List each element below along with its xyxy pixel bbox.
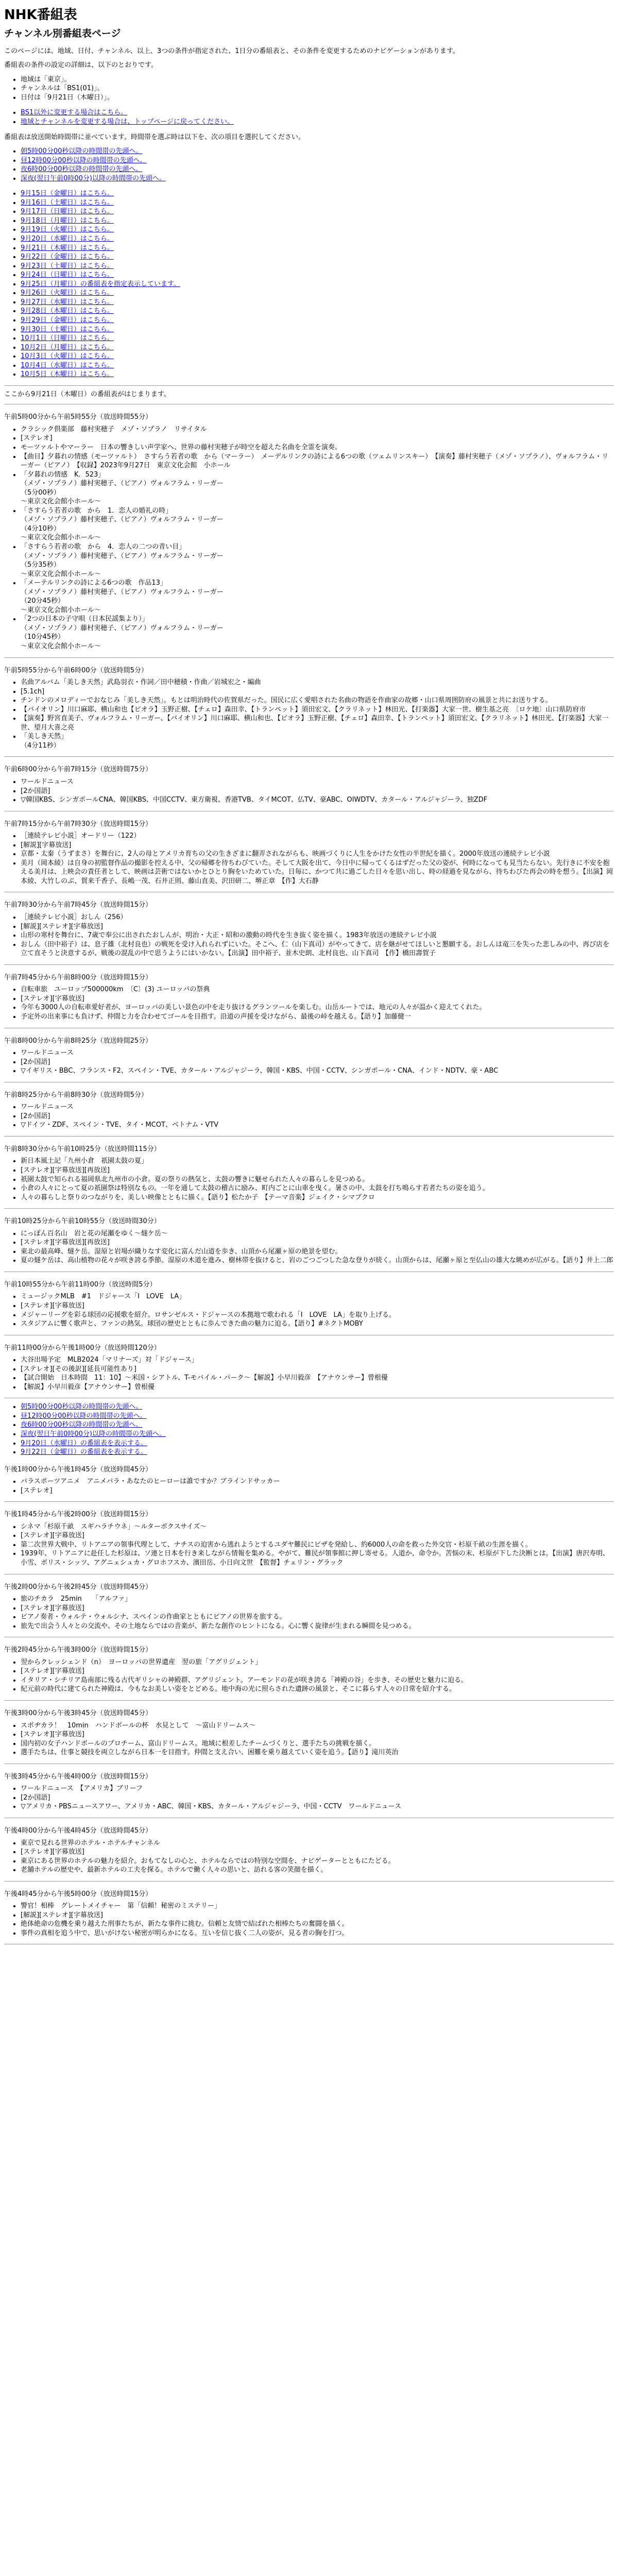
mid-nav-link[interactable]: 朝5時00分00秒以降の時間帯の先頭へ。 (21, 1403, 143, 1411)
date-nav-link[interactable]: 9月24日（日曜日）はこちら。 (21, 271, 114, 279)
program-line: • 【演奏】野宮直美子、ヴォルフラム・リーガー、【バイオリン】川口麻耶、横山和也、【ビオラ】玉野正樹、【チェロ】森田幸、【トランペット】須田宏文、【クラリネット】林田光、【打楽器】大家一世、望月大喜之亮 (21, 714, 614, 732)
program-line: • 予定外の出来事にも負けず、仲間と力を合わせてゴールを目指す。沿道の声援を受けながら、最後の峠を越える。【語り】加藤健一 (21, 1012, 614, 1022)
mid-nav-item (21, 1448, 614, 1457)
divider (4, 756, 614, 757)
change-channel-link[interactable]: BS1以外に変更する場合はこちら。 (21, 109, 128, 117)
date-nav-item (21, 244, 614, 253)
date-nav-item (21, 189, 614, 198)
program-line: • 「さすらう若者の歌 から 4．恋人の二つの青い目」 （メゾ・ソプラノ）藤村実穂子、（ピアノ）ヴォルフラム・リーガー （5分35秒） 〜東京文化会館小ホール〜 (21, 543, 614, 579)
program-line: • 人々の暮らしと祭りのつながりを、美しい映像とともに描く。【語り】松たか子 【テーマ音楽】ジェイク・シマブクロ (21, 1193, 614, 1202)
mid-nav-item (21, 1439, 614, 1448)
mid-nav-link[interactable]: 9月20日（水曜日）の番組表を表示する。 (21, 1439, 147, 1447)
program-line: • 老舗ホテルの歴史や、最新ホテルの工夫を探る。ホテルで働く人々の思いと、訪れる客の笑顔を描く。 (21, 1866, 614, 1875)
program-time: 午前7時30分から午前7時45分（放送時間15分） (4, 901, 152, 909)
mid-nav-link[interactable]: 昼12時00分00秒以降の時間帯の先頭へ。 (21, 1412, 147, 1420)
program-details (4, 1721, 614, 1757)
date-nav-link[interactable]: 10月5日（木曜日）はこちら。 (21, 370, 114, 379)
mid-nav-item (21, 1420, 614, 1430)
program-line: • 事件の真相を追う中で、思いがけない秘密が明らかになる。互いを信じ抜く二人の姿が、見る者の胸を打つ。 (21, 1929, 614, 1938)
program-line: • ▽韓国KBS、シンガポールCNA、韓国KBS、中国CCTV、東方衛視、香港TVB、タイMCOT、仏TV、豪ABC、OIWDTV、カタール・アルジャジーラ、独ZDF (21, 795, 614, 805)
program-details (4, 1103, 614, 1130)
program-time: 午前5時55分から午前6時00分（放送時間5分） (4, 666, 148, 674)
program-line: • 祇園太鼓で知られる福岡県北九州市の小倉。夏の祭りの熱気と、太鼓の響きに魅せられた人々の暮らしを見つめる。 (21, 1175, 614, 1184)
program-line: • [ステレオ][字幕放送] (21, 994, 614, 1004)
program-line: • 東京にある世界のホテルの魅力を紹介。おもてなしの心と、ホテルならではの特別な空間を、ナビゲーターとともにたどる。 (21, 1857, 614, 1866)
date-nav-item (21, 343, 614, 352)
program-line: • [解説][字幕放送] (21, 841, 614, 850)
program-details (4, 1157, 614, 1202)
program-line: • 「2つの日本の子守唄（日本民謡集より）」 （メゾ・ソプラノ）藤村実穂子、（ピアノ）ヴォルフラム・リーガー （10分45秒） 〜東京文化会館小ホール〜 (21, 615, 614, 651)
divider (4, 1208, 614, 1209)
program-line: • 翌からクレッシェンド（n） ヨーロッパの世界遺産 翌の旅「アグリジェント」 (21, 1658, 614, 1667)
program-line: • 名曲アルバム「美しき天然」武島羽衣・作詞／田中穂積・作曲／岩城宏之・編曲 (21, 678, 614, 687)
time-nav-item (21, 147, 614, 156)
program-line: • [2か国語] (21, 1112, 614, 1121)
program-line: • シネマ「杉原千畝 スギハラチウネ」〜ルターボクスサイズ〜 (21, 1522, 614, 1532)
program-line: • ワールドニュース (21, 1103, 614, 1112)
divider (4, 1881, 614, 1882)
program-line: • 小倉の人々にとって夏の祇園祭は特別なもの。一年を通して太鼓の稽古に励み、町内ごとに山車を曳く。暑さの中、太鼓を打ち鳴らす若者たちの姿を追う。 (21, 1184, 614, 1193)
program-line: • [2か国語] (21, 1058, 614, 1067)
date-nav-link[interactable]: 10月2日（月曜日）はこちら。 (21, 343, 114, 351)
program-line: • [ステレオ][その後訳][延長可能性あり] (21, 1365, 614, 1374)
program-line: • 【解説】小早川毅彦【アナウンサー】曾根優 (21, 1383, 614, 1392)
program-line: • 大谷出場予定 MLB2024「マリナーズ」対「ドジャース」 (21, 1355, 614, 1365)
program-line: • 美月（岡本綾）は自身の初監督作品の撮影を控える中、父の帰郷を待ちわびていた。そして大阪を出て、今日中に帰ってくるはずだった父の姿が、何時になっても見当たらない。先行きに不安を抱える美月は、上映会の責任者として、映画は芸術ではないかとひとり胸をいためていた。日毎に、かつて共に過ごした日々を思い出し、時の経過を見ながら、待ちわびた再会の時を想う。【出演】岡本綾、大竹しのぶ、賀来千香子、長嶋一茂、石井正則、藤山直美、沢田研二、堺正章 【作】大石静 (21, 859, 614, 886)
date-nav-link[interactable]: 9月25日（月曜日）の番組表を指定表示しています。 (21, 280, 180, 288)
program-line: • 選手たちは、仕事と競技を両立しながら日本一を目指す。仲間と支え合い、困難を乗り越えていく姿を追う。【語り】滝川英治 (21, 1748, 614, 1757)
program-list-afternoon (4, 1465, 614, 1945)
program-line: • モーツァルトやマーラー 日本の響きしい声学家へ、世界の藤村実穂子が時空を超えた名曲を全霊を演奏。 (21, 443, 614, 452)
program-line: • ピアノ奏者・ウォルテ・ウォルシナ、スペインの作曲家とともにピアノの世界を旅する。 (21, 1613, 614, 1622)
divider (4, 385, 614, 386)
program-time: 午前5時00分から午前5時55分（放送時間55分） (4, 413, 152, 421)
program-line: • ▽アメリカ・PBSニュースアワー、アメリカ・ABC、韓国・KBS、カタール・アルジャジーラ、中国・CCTV ワールドニュース (21, 1802, 614, 1811)
date-nav-item (21, 216, 614, 226)
program-line: • イタリア・シチリア島南部に残る古代ギリシャの神殿群、アグリジェント。アーモンドの花が咲き誇る「神殿の谷」を歩き、その歴史と魅力に迫る。 (21, 1676, 614, 1685)
date-nav-item (21, 334, 614, 343)
mid-nav-link[interactable]: 9月22日（金曜日）の番組表を表示する。 (21, 1448, 147, 1456)
program-details (4, 777, 614, 805)
program-line: • 1939年、リトアニアに赴任した杉原は、ソ連と日本を行き来しながら情報を集める。やがて、難民が領事館に押し寄せる。人道か、命令か。苦悩の末、杉原が下した決断とは。【出演】唐沢寿明、小雪、ボリス・シッツ、アグニェシュカ・グロホフスカ、濱田岳、小日向文世 【監督】チェリン・グラック (21, 1549, 614, 1567)
time-nav-link[interactable]: 朝5時00分00秒以降の時間帯の先頭へ。 (21, 147, 143, 156)
program-time: 午前10時25分から午前10時55分（放送時間30分） (4, 1217, 161, 1226)
program-line: • ▽ドイツ・ZDF、スペイン・TVE、タイ・MCOT、ベトナム・VTV (21, 1121, 614, 1130)
program-time: 午後4時00分から午後4時45分（放送時間45分） (4, 1826, 152, 1835)
program-details (4, 1839, 614, 1875)
program-line: • 「さすらう若者の歌 から 1．恋人の婚礼の時」 （メゾ・ソプラノ）藤村実穂子、（ピアノ）ヴォルフラム・リーガー （4分10秒） 〜東京文化会館小ホール〜 (21, 506, 614, 543)
time-nav-link[interactable]: 昼12時00分00秒以降の時間帯の先頭へ。 (21, 156, 147, 164)
date-nav-item (21, 198, 614, 208)
program-details (4, 1522, 614, 1568)
date-nav-item (21, 298, 614, 307)
divider (4, 1136, 614, 1137)
program-line: • 旅先で出会う人々との交流や、その土地ならではの音楽が、新たな創作のヒントになる。心に響く旋律が生まれる瞬間を見つめる。 (21, 1622, 614, 1631)
program-line: • 第二次世界大戦中、リトアニアの領事代理として、ナチスの迫害から逃れようとするユダヤ難民にビザを発給し、約6000人の命を救った外交官・杉原千畝の生涯を描く。 (21, 1540, 614, 1550)
date-nav-item (21, 316, 614, 325)
program-line: • チンドンのメロディーでおなじみ「美しき天然」。もとは明治時代の佐賀県だった。国民に広く愛唱された名曲の物語を作曲家の故郷・山口県周囲防府の風景と共にお送りする。 (21, 696, 614, 705)
program-line: • [ステレオ][字幕放送] (21, 1301, 614, 1311)
setting-region: • 地域は「東京」。 (21, 75, 614, 84)
date-nav-item (21, 370, 614, 379)
program-line: • 東北の最高峰、燧ケ岳。湿原と岩場が織りなす変化に富んだ山道を歩き、山頂から尾瀬ヶ原の絶景を望む。 (21, 1247, 614, 1257)
program-line: • [2か国語] (21, 787, 614, 796)
program-details (4, 1355, 614, 1392)
program-line: • [ステレオ][字幕放送] (21, 1604, 614, 1613)
program-time: 午前10時55分から午前11時00分（放送時間5分） (4, 1280, 157, 1289)
date-nav-link[interactable]: 9月18日（月曜日）はこちら。 (21, 216, 114, 225)
mid-nav-link[interactable]: 深夜(翌日午前0時00分)以降の時間帯の先頭へ。 (21, 1430, 166, 1438)
program-line: • [ステレオ][字幕放送][再放送] (21, 1238, 614, 1247)
program-time: 午前7時45分から午前8時00分（放送時間15分） (4, 973, 152, 981)
date-nav-link[interactable]: 9月15日（金曜日）はこちら。 (21, 190, 114, 198)
program-time: 午後4時45分から午後5時00分（放送時間15分） (4, 1890, 152, 1898)
date-nav-link[interactable]: 10月3日（火曜日）はこちら。 (21, 352, 114, 361)
program-time: 午後2時00分から午後2時45分（放送時間45分） (4, 1583, 152, 1591)
program-line: • [ステレオ] (21, 434, 614, 443)
time-nav-link[interactable]: 夜6時00分00秒以降の時間帯の先頭へ。 (21, 165, 143, 174)
program-line: • 旅のチカラ 25min 「アルファ」 (21, 1595, 614, 1604)
date-nav-link[interactable]: 9月21日（木曜日）はこちら。 (21, 244, 114, 252)
program-time: 午前7時15分から午前7時30分（放送時間15分） (4, 820, 152, 828)
program-line: • 絶体絶命の危機を乗り越えた刑事たちが、新たな事件に挑む。信頼と友情で結ばれた相棒たちの奮闘を描く。 (21, 1920, 614, 1929)
schedule-intro: ここから9月21日（木曜日）の番組表がはじまります。 (4, 390, 170, 398)
date-nav-item (21, 252, 614, 262)
program-line: • [ステレオ][字幕放送] (21, 1667, 614, 1676)
time-nav-link[interactable]: 深夜(翌日午前0時00分)以降の時間帯の先頭へ。 (21, 174, 166, 182)
divider (4, 964, 614, 965)
program-details (4, 1477, 614, 1495)
program-details (4, 1658, 614, 1694)
mid-nav-link[interactable]: 夜6時00分00秒以降の時間帯の先頭へ。 (21, 1421, 143, 1429)
time-nav-item (21, 165, 614, 174)
mid-nav-item (21, 1412, 614, 1421)
date-nav-link[interactable]: 9月22日（金曜日）はこちら。 (21, 253, 114, 261)
date-nav-link[interactable]: 9月26日（火曜日）はこちら。 (21, 289, 114, 297)
divider (4, 1700, 614, 1701)
time-nav-list (4, 147, 614, 183)
date-nav-link[interactable]: 9月28日（木曜日）はこちら。 (21, 307, 114, 315)
date-nav-link[interactable]: 9月19日（火曜日）はこちら。 (21, 226, 114, 234)
settings-label: 番組表の条件の設定の詳細は、以下のとおりです。 (4, 61, 158, 70)
program-line: • 夏の燧ケ岳は、高山植物の花々が咲き誇る季節。湿原の木道を進み、樹林帯を抜けると、岩のごつごつした急な登りが続く。山頂からは、尾瀬ヶ原と至仏山の雄大な眺めが広がる。【語り】井上二郎 (21, 1256, 614, 1265)
program-line: • 「メーテルリンクの詩による6つの歌 作品13」 （メゾ・ソプラノ）藤村実穂子、（ピアノ）ヴォルフラム・リーガー （20分45秒） 〜東京文化会館小ホール〜 (21, 579, 614, 615)
program-details (4, 1292, 614, 1328)
program-line: • [ステレオ][字幕放送] (21, 1531, 614, 1540)
program-time: 午前11時00分から午後1時00分（放送時間120分） (4, 1344, 161, 1352)
program-line: • 警官！相棒 グレートメイチャー 第「信頼！秘密のミステリー」 (21, 1902, 614, 1911)
mid-time-nav-list (4, 1402, 614, 1456)
program-time: 午前6時00分から午前7時15分（放送時間75分） (4, 766, 152, 774)
program-line: • パラスポーツアニメ アニメパラ・あなたのヒーローは誰ですか？ブラインドサッカー (21, 1477, 614, 1486)
time-nav-item (21, 174, 614, 183)
program-line: • [ステレオ][字幕放送] (21, 1848, 614, 1857)
date-nav-link[interactable]: 9月30日（土曜日）はこちら。 (21, 325, 114, 333)
program-details (4, 1229, 614, 1265)
program-details (4, 985, 614, 1021)
program-line: • 自転車旅 ユーロップ500000km 〔C〕(3) ユーロッパの祭典 (21, 985, 614, 994)
program-line: • [解説][ステレオ][字幕放送] (21, 1911, 614, 1920)
intro-text: このページには、地域、日付、チャンネル、以上、3つの条件が指定された、1日分の番組表と、その条件を変更するためのナビゲーションがあります。 (4, 47, 459, 55)
program-line: • おしん（田中裕子）は、息子雄（北村良也）の戦死を受け入れられずにいた。そこへ、仁（山下真司）がやってきて、店を継がせてほしいと懇願する。おしんは竜三を失った悲しみの中、再び店を立て直そうと決意するが、戦後の混乱の中で思うようにはいかない。【出演】田中裕子、並木史朗、北村良也、山下真司 【作】橋田壽賀子 (21, 940, 614, 958)
program-line: • ミュージックMLB #1 ドジャース「I LOVE LA」 (21, 1292, 614, 1301)
program-details (4, 1048, 614, 1076)
program-details (4, 913, 614, 958)
date-nav-item (21, 225, 614, 234)
mid-nav-item (21, 1430, 614, 1439)
program-line: • [ステレオ] (21, 1486, 614, 1496)
program-line: • [解説][ステレオ][字幕放送] (21, 922, 614, 931)
program-line: • ▽イギリス・BBC、フランス・F2、スペイン・TVE、カタール・アルジャジーラ、韓国・KBS、中国・CCTV、シンガポール・CNA、インド・NDTV、豪・ABC (21, 1066, 614, 1076)
program-time: 午後1時45分から午後2時00分（放送時間15分） (4, 1511, 152, 1519)
date-nav-item (21, 289, 614, 298)
date-nav-item (21, 234, 614, 244)
program-line: • 紀元前の時代に建てられた神殿は、今もなお美しい姿をとどめる。地中海の光に照らされた遺跡の風景と、そこに暮らす人々の日常を紹介する。 (21, 1685, 614, 1694)
program-time: 午前8時00分から午前8時25分（放送時間25分） (4, 1037, 152, 1045)
change-links (4, 108, 614, 126)
program-line: • ［連続テレビ小説］おしん（256） (21, 913, 614, 922)
time-nav-note: 番組表は放送開始時間帯に並べています。時間帯を選ぶ時は以下を、次の項目を選択してください。 (4, 133, 305, 141)
date-nav-link[interactable]: 9月16日（土曜日）はこちら。 (21, 198, 114, 207)
program-line: • 【バイオリン】川口麻耶、横山和也【ビオラ】玉野正樹、【チェロ】森田幸、【トランペット】須田宏文、【クラリネット】林田光、【打楽器】大家一世、樹生基之亮 〔ロケ地〕山口県防府市 (21, 705, 614, 715)
date-nav-item (21, 352, 614, 361)
program-line: • 「夕暮れの情感 K．523」 （メゾ・ソプラノ）藤村実穂子、（ピアノ）ヴォルフラム・リーガー （5分00秒） 〜東京文化会館小ホール〜 (21, 470, 614, 506)
program-line: • ［連続テレビ小説］オードリー（122） (21, 832, 614, 841)
date-nav-item (21, 325, 614, 334)
date-nav-item (21, 207, 614, 216)
site-title: NHK番組表 (4, 7, 77, 23)
date-nav-link[interactable]: 9月29日（金曜日）はこちら。 (21, 316, 114, 324)
date-nav-link[interactable]: 9月17日（日曜日）はこちら。 (21, 208, 114, 216)
program-line: • スタジアムに響く歌声と、ファンの熱気。球団の歴史とともに歩んできた曲の魅力に迫る。【語り】#ネクトMOBY (21, 1319, 614, 1329)
program-time: 午後3時45分から午後4時00分（放送時間15分） (4, 1772, 152, 1781)
setting-channel: • チャンネルは「BS1(01)」。 (21, 84, 614, 93)
program-line: • ワールドニュース 【アメリカ】ブリーフ (21, 1784, 614, 1793)
date-nav-link[interactable]: 10月1日（日曜日）はこちら。 (21, 334, 114, 343)
settings-list (4, 75, 614, 103)
program-time: 午後2時45分から午後3時00分（放送時間15分） (4, 1646, 152, 1654)
mid-nav-item (21, 1402, 614, 1412)
program-line: • 【曲目】夕暮れの情感（モーツァルト） さすらう若者の歌 から（マーラー） メーデルリンクの詩による6つの歌（ツェムリンスキー） 【演奏】藤村実穂子（メゾ・ソプラノ）、ヴォルフラム・リーガー（ピアノ） 【収録】2023年9月27日 東京文化会館 小ホール (21, 452, 614, 470)
program-line: • ワールドニュース (21, 1048, 614, 1058)
program-details (4, 425, 614, 651)
program-line: • 東京で見れる世界のホテル・ホテルチャンネル (21, 1839, 614, 1848)
program-line: • [2か国語] (21, 1793, 614, 1803)
program-line: • 新日本風土記「九州小倉 祇園太鼓の夏」 (21, 1157, 614, 1166)
setting-date: • 日付は「9月21日（木曜日）」。 (21, 93, 614, 103)
date-nav-link[interactable]: 10月4日（水曜日）はこちら。 (21, 361, 114, 369)
program-line: • 京都・太秦（うずまさ）を舞台に、2人の母とアメリカ育ちの父の生きざまに翻弄されながらも、映画づくりに人生をかけた女性の半世紀を描く。2000年放送の連続テレビ小説 (21, 850, 614, 859)
program-line: • ワールドニュース (21, 777, 614, 787)
program-line: • [5.1ch] (21, 687, 614, 697)
program-list (4, 413, 614, 1398)
date-nav-list (4, 189, 614, 379)
program-line: • 今年も3000人の自転車愛好者が、ヨーロッパの美しい景色の中を走り抜けるグランツールを楽しむ。山岳ルートでは、地元の人々が温かく迎えてくれた。 (21, 1003, 614, 1012)
program-details (4, 832, 614, 886)
time-nav-item (21, 156, 614, 165)
program-line: • クラシック倶楽部 藤村実穂子 メゾ・ソプラノ リサイタル (21, 425, 614, 434)
program-line: • スポヂカラ！ 10min ハンドボールの杯 水見として 〜富山ドリームス〜 (21, 1721, 614, 1731)
program-line: • メジャーリーグを彩る球団の応援歌を紹介。ロサンゼルス・ドジャースの本拠地で歌われる「I LOVE LA」を取り上げる。 (21, 1311, 614, 1320)
program-line: • 「美しき天然」 （4分11秒） (21, 732, 614, 750)
page-subtitle: チャンネル別番組表ページ (4, 28, 121, 40)
program-details (4, 678, 614, 750)
date-nav-item (21, 307, 614, 316)
divider (4, 657, 614, 658)
date-nav-link[interactable]: 9月20日（水曜日）はこちら。 (21, 235, 114, 243)
program-line: • 国内初の女子ハンドボールのプロチーム、富山ドリームス。地域に根差したチームづくりと、選手たちの挑戦を描く。 (21, 1739, 614, 1749)
program-line: • 【試合開始 日本時間 11：10】〜米国・シアトル、T-モバイル・パーク〜【解説】小早川毅彦 【アナウンサー】曾根優 (21, 1374, 614, 1383)
program-details (4, 1784, 614, 1811)
divider (4, 1501, 614, 1502)
program-details (4, 1595, 614, 1631)
program-line: • [ステレオ][字幕放送][再放送] (21, 1166, 614, 1175)
program-time: 午後1時00分から午後1時45分（放送時間45分） (4, 1465, 152, 1473)
program-time: 午前8時25分から午前8時30分（放送時間5分） (4, 1091, 148, 1099)
program-line: • にっぽん百名山 岩と花の尾瀬をゆく〜燧ケ岳〜 (21, 1229, 614, 1239)
program-time: 午後3時00分から午後3時45分（放送時間45分） (4, 1709, 152, 1718)
program-details (4, 1902, 614, 1938)
date-nav-item (21, 262, 614, 271)
date-nav-link[interactable]: 9月27日（水曜日）はこちら。 (21, 298, 114, 306)
date-nav-item (21, 270, 614, 280)
program-line: • [ステレオ][字幕放送] (21, 1730, 614, 1739)
change-region-link[interactable]: 地域とチャンネルを変更する場合は、トップページに戻ってください。 (21, 118, 234, 126)
program-time: 午前8時30分から午前10時25分（放送時間115分） (4, 1145, 161, 1153)
date-nav-link[interactable]: 9月23日（土曜日）はこちら。 (21, 262, 114, 270)
date-nav-item (21, 280, 614, 289)
program-line: • 山形の寒村を舞台に、7歳で奉公に出されたおしんが、明治・大正・昭和の激動の時代を生き抜く姿を描く。1983年放送の連続テレビ小説 (21, 931, 614, 940)
date-nav-item (21, 361, 614, 370)
